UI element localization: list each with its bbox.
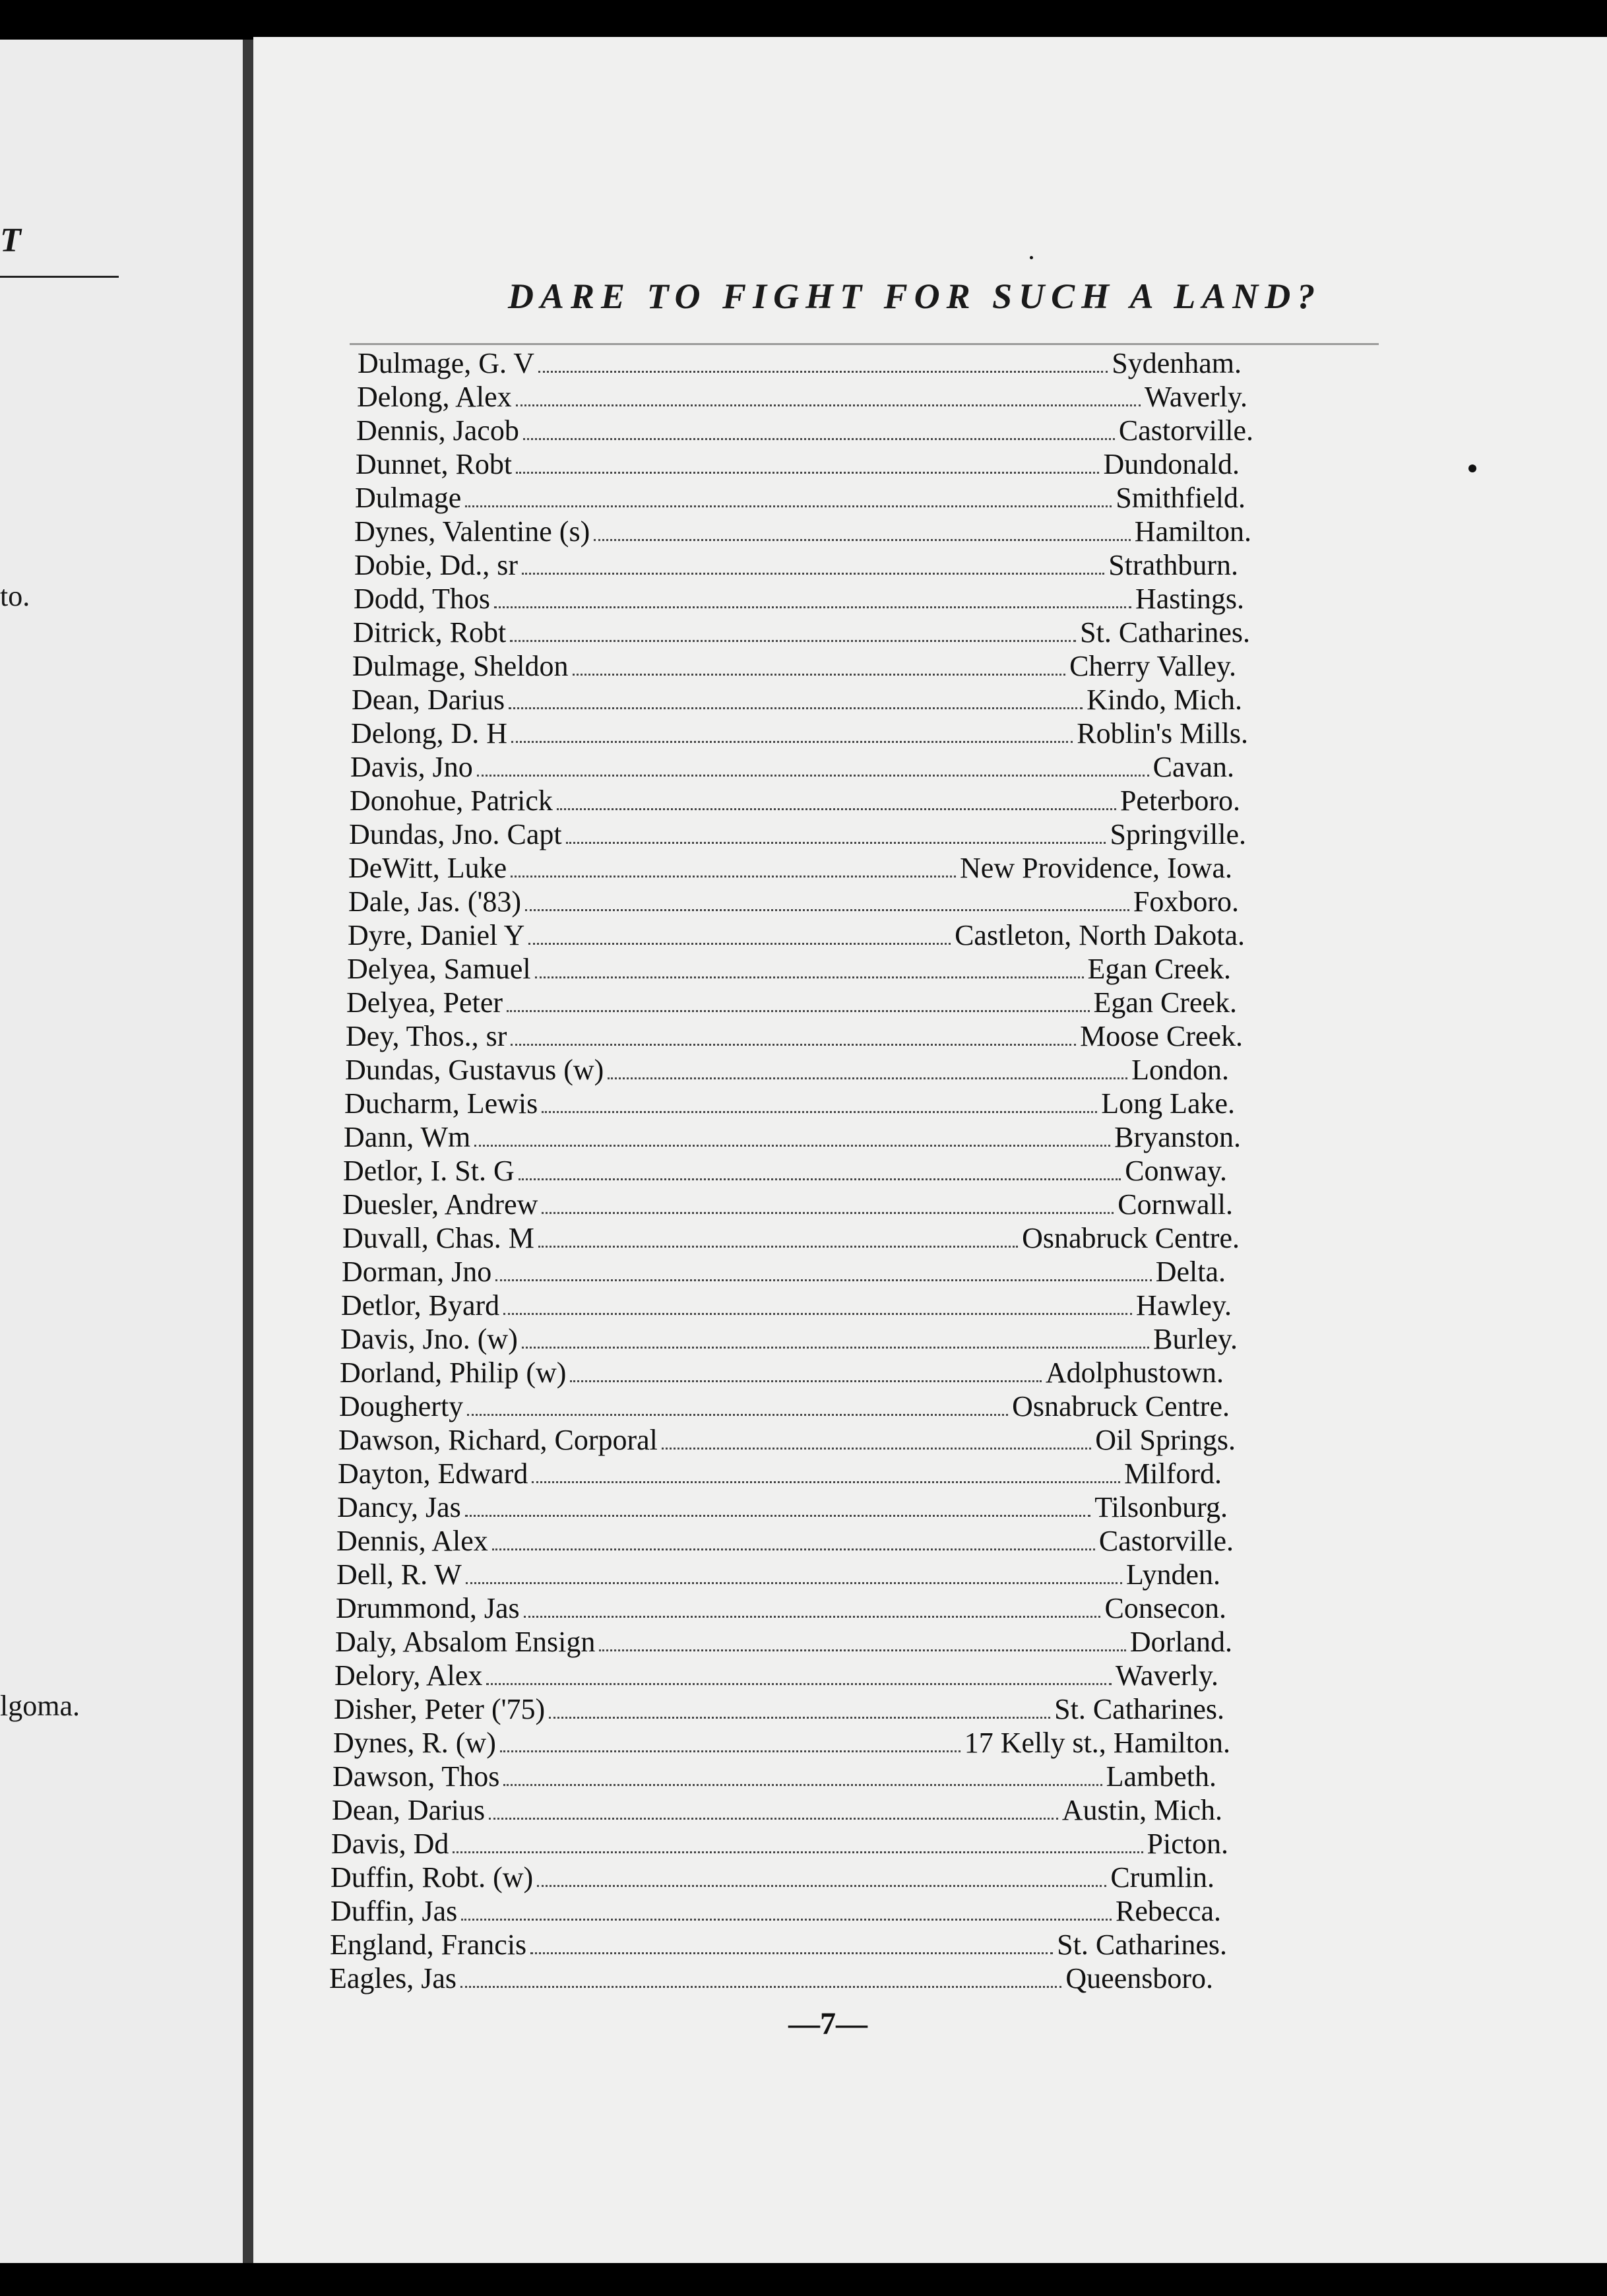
entry-name: Delong, Alex <box>357 381 512 413</box>
list-item <box>354 515 1251 548</box>
entry-place: Hawley. <box>1136 1289 1232 1322</box>
entry-place: Milford. <box>1124 1457 1222 1490</box>
entry-place: Picton. <box>1147 1828 1228 1860</box>
entry-name: Dynes, R. (w) <box>333 1727 496 1759</box>
entry-place: Long Lake. <box>1101 1087 1235 1120</box>
entry-name: Donohue, Patrick <box>350 784 553 817</box>
dot-leader <box>537 1876 1106 1887</box>
entry-name: Dundas, Gustavus (w) <box>345 1054 604 1086</box>
entry-place: Egan Creek. <box>1087 953 1231 985</box>
dot-leader <box>516 462 1099 474</box>
dot-leader <box>594 530 1131 541</box>
dot-leader <box>538 362 1108 373</box>
list-item <box>338 1423 1236 1457</box>
list-item <box>330 1928 1227 1961</box>
list-item <box>332 1760 1216 1793</box>
list-item <box>341 1289 1232 1322</box>
entry-name: Dennis, Jacob <box>356 414 519 447</box>
dot-leader <box>510 631 1076 642</box>
ink-speck <box>1468 464 1476 472</box>
entry-name: Delory, Alex <box>334 1659 483 1692</box>
entry-name: Duvall, Chas. M <box>342 1222 534 1254</box>
list-item <box>336 1591 1226 1625</box>
left-page-fragment: lgoma. <box>0 1690 80 1722</box>
dot-leader <box>662 1438 1091 1450</box>
entry-name: Dean, Darius <box>332 1794 486 1826</box>
dot-leader <box>566 833 1106 844</box>
entry-name: England, Francis <box>330 1929 527 1961</box>
entry-name: Dynes, Valentine (s) <box>354 515 590 548</box>
entry-name: Dulmage <box>355 482 462 514</box>
dot-leader <box>538 1236 1018 1248</box>
entry-place: Springville. <box>1110 818 1246 850</box>
entry-name: Dundas, Jno. Capt <box>349 818 562 850</box>
list-item <box>350 784 1240 817</box>
entry-name: Delyea, Peter <box>346 986 503 1019</box>
entry-place: Oil Springs. <box>1095 1424 1236 1456</box>
dot-leader <box>519 1169 1121 1180</box>
dot-leader <box>477 765 1149 777</box>
entry-place: Crumlin. <box>1110 1861 1214 1894</box>
left-page-fragment: T <box>0 222 21 259</box>
entry-place: St. Catharines. <box>1080 616 1250 649</box>
list-item <box>347 952 1231 986</box>
entry-name: Dorland, Philip (w) <box>340 1356 567 1389</box>
dot-leader <box>467 1405 1008 1416</box>
dot-leader <box>516 395 1141 406</box>
entry-place: Cornwall. <box>1118 1188 1233 1221</box>
entry-place: Smithfield. <box>1116 482 1245 514</box>
entry-name: Duffin, Jas <box>331 1895 458 1927</box>
entry-place: St. Catharines. <box>1057 1929 1227 1961</box>
entry-place: New Providence, Iowa. <box>960 852 1232 884</box>
list-item <box>356 447 1240 481</box>
list-item <box>353 616 1250 649</box>
dot-leader <box>535 967 1084 978</box>
dot-leader <box>528 934 951 945</box>
entry-name: Dawson, Richard, Corporal <box>338 1424 658 1456</box>
entry-place: Lambeth. <box>1106 1760 1216 1793</box>
entry-name: Dodd, Thos <box>354 583 490 615</box>
entry-name: Dunnet, Robt <box>356 448 513 480</box>
list-item <box>357 380 1247 414</box>
entry-place: Sydenham. <box>1112 347 1242 379</box>
entry-name: Davis, Dd <box>331 1828 449 1860</box>
entry-name: Davis, Jno <box>350 751 473 783</box>
list-item <box>335 1625 1232 1659</box>
list-item <box>336 1524 1234 1558</box>
dot-leader <box>522 1337 1149 1349</box>
entry-name: Davis, Jno. (w) <box>340 1323 518 1355</box>
entry-place: Bryanston. <box>1114 1121 1241 1153</box>
list-item <box>346 1019 1243 1053</box>
list-item <box>333 1726 1230 1760</box>
dot-leader <box>466 1573 1122 1584</box>
entry-name: Eagles, Jas <box>329 1962 457 1994</box>
entry-name: Dennis, Alex <box>336 1525 488 1557</box>
entry-name: Dyre, Daniel Y <box>348 919 525 951</box>
list-item <box>342 1255 1226 1289</box>
dot-leader <box>486 1674 1111 1685</box>
entry-name: Dann, Wm <box>344 1121 471 1153</box>
list-item <box>331 1861 1214 1894</box>
entry-place: Moose Creek. <box>1080 1020 1243 1052</box>
dot-leader <box>500 1741 961 1752</box>
dot-leader <box>507 1001 1090 1012</box>
dot-leader <box>503 1775 1102 1786</box>
entry-name: Dulmage, Sheldon <box>352 650 569 682</box>
entry-name: Dougherty <box>339 1390 464 1422</box>
entry-name: Dawson, Thos <box>332 1760 500 1793</box>
entry-place: Peterboro. <box>1119 784 1240 817</box>
list-item <box>344 1087 1235 1120</box>
dot-leader <box>542 1102 1097 1113</box>
entry-place: Adolphustown. <box>1045 1356 1224 1389</box>
entry-place: Conway. <box>1125 1155 1227 1187</box>
entry-name: Dorman, Jno <box>342 1256 492 1288</box>
dot-leader <box>608 1068 1127 1079</box>
list-item <box>352 683 1242 717</box>
entry-name: Dean, Darius <box>352 684 505 716</box>
list-item <box>334 1692 1224 1726</box>
entry-place: Dorland. <box>1129 1626 1232 1658</box>
list-item <box>343 1154 1227 1188</box>
dot-leader <box>523 429 1115 440</box>
entry-name: Ducharm, Lewis <box>344 1087 538 1120</box>
list-item <box>348 851 1232 885</box>
dot-leader <box>524 1607 1101 1618</box>
heading-rule <box>350 343 1379 345</box>
dot-leader <box>474 1135 1110 1147</box>
entry-name: Delyea, Samuel <box>347 953 531 985</box>
dot-leader <box>511 732 1073 743</box>
list-item <box>340 1356 1224 1389</box>
left-page <box>0 40 243 2263</box>
entry-place: Osnabruck Centre. <box>1012 1390 1230 1422</box>
entry-name: Delong, D. H <box>351 717 508 749</box>
dot-leader <box>465 496 1112 507</box>
entry-name: Dayton, Edward <box>338 1457 528 1490</box>
entry-name: Dale, Jas. ('83) <box>348 885 522 918</box>
entry-name: Dobie, Dd., sr <box>354 549 519 581</box>
dot-leader <box>522 563 1104 575</box>
list-item <box>339 1389 1230 1423</box>
entry-place: Waverly. <box>1115 1659 1218 1692</box>
list-item <box>334 1659 1218 1692</box>
entry-name: Detlor, Byard <box>341 1289 500 1322</box>
dot-leader <box>570 1371 1041 1382</box>
entry-place: Delta. <box>1155 1256 1226 1288</box>
left-page-rule <box>0 276 119 278</box>
entry-place: Consecon. <box>1104 1592 1226 1624</box>
page-heading: DARE TO FIGHT FOR SUCH A LAND? <box>508 276 1322 316</box>
entry-place: Tilsonburg. <box>1094 1491 1228 1523</box>
entry-place: London. <box>1131 1054 1229 1086</box>
dot-leader <box>511 866 956 877</box>
dot-leader <box>530 1943 1053 1954</box>
list-item <box>348 918 1245 952</box>
entry-place: Castorville. <box>1098 1525 1234 1557</box>
entry-name: DeWitt, Luke <box>348 852 507 884</box>
entry-place: Osnabruck Centre. <box>1022 1222 1240 1254</box>
list-item <box>346 986 1237 1019</box>
list-item <box>354 548 1238 582</box>
entry-name: Ditrick, Robt <box>353 616 507 649</box>
entry-place: Foxboro. <box>1133 885 1239 918</box>
list-item <box>349 817 1246 851</box>
entry-name: Duffin, Robt. (w) <box>331 1861 534 1894</box>
dot-leader <box>495 1270 1151 1281</box>
list-item <box>332 1793 1222 1827</box>
dot-leader <box>453 1842 1143 1853</box>
list-item <box>342 1221 1240 1255</box>
dot-leader <box>503 1304 1132 1315</box>
entry-name: Dancy, Jas <box>337 1491 461 1523</box>
entry-place: Cavan. <box>1152 751 1234 783</box>
list-item <box>352 649 1236 683</box>
dot-leader <box>532 1472 1120 1483</box>
entry-name: Dulmage, G. V <box>358 347 535 379</box>
list-item <box>331 1894 1221 1928</box>
entry-name: Duesler, Andrew <box>342 1188 538 1221</box>
list-item <box>355 481 1245 515</box>
entry-place: Castorville. <box>1118 414 1253 447</box>
list-item <box>336 1558 1220 1591</box>
dot-leader <box>489 1808 1058 1820</box>
ink-speck <box>1030 256 1033 259</box>
entry-name: Dey, Thos., sr <box>346 1020 507 1052</box>
entry-place: Dundonald. <box>1103 448 1240 480</box>
entry-place: St. Catharines. <box>1054 1693 1224 1725</box>
dot-leader <box>573 664 1066 676</box>
entry-place: Hamilton. <box>1134 515 1251 548</box>
entry-place: Rebecca. <box>1116 1895 1221 1927</box>
entry-name: Disher, Peter ('75) <box>334 1693 546 1725</box>
list-item <box>345 1053 1229 1087</box>
entry-place: Kindo, Mich. <box>1087 684 1242 716</box>
left-page-fragment: to. <box>0 580 30 612</box>
entry-place: Roblin's Mills. <box>1077 717 1248 749</box>
entry-name: Dell, R. W <box>336 1558 462 1591</box>
dot-leader <box>557 799 1116 810</box>
entry-place: Austin, Mich. <box>1061 1794 1222 1826</box>
list-item <box>354 582 1244 616</box>
list-item <box>338 1457 1222 1490</box>
entry-place: 17 Kelly st., Hamilton. <box>964 1727 1230 1759</box>
list-item <box>356 414 1253 447</box>
list-item <box>340 1322 1238 1356</box>
list-item <box>337 1490 1228 1524</box>
entry-place: Lynden. <box>1126 1558 1220 1591</box>
list-item <box>342 1188 1233 1221</box>
entry-name: Daly, Absalom Ensign <box>335 1626 596 1658</box>
dot-leader <box>492 1539 1095 1550</box>
list-item <box>348 885 1239 918</box>
dot-leader <box>599 1640 1125 1651</box>
dot-leader <box>461 1909 1112 1921</box>
entry-name: Drummond, Jas <box>336 1592 520 1624</box>
entry-place: Waverly. <box>1144 381 1247 413</box>
list-item <box>358 346 1242 380</box>
dot-leader <box>525 900 1129 911</box>
entry-name: Detlor, I. St. G <box>343 1155 515 1187</box>
entry-place: Burley. <box>1153 1323 1238 1355</box>
dot-leader <box>460 1977 1061 1988</box>
entry-place: Cherry Valley. <box>1069 650 1236 682</box>
list-item <box>331 1827 1228 1861</box>
dot-leader <box>494 597 1131 608</box>
dot-leader <box>509 698 1083 709</box>
list-item <box>351 717 1248 750</box>
list-item <box>344 1120 1241 1154</box>
list-item <box>329 1961 1213 1995</box>
entry-place: Hastings. <box>1135 583 1244 615</box>
dot-leader <box>542 1203 1114 1214</box>
entry-place: Castleton, North Dakota. <box>955 919 1245 951</box>
dot-leader <box>511 1035 1076 1046</box>
entry-place: Strathburn. <box>1108 549 1238 581</box>
page-number: —7— <box>788 2006 867 2041</box>
dot-leader <box>549 1707 1050 1719</box>
roll-list <box>329 346 1399 1995</box>
entry-place: Egan Creek. <box>1093 986 1237 1019</box>
book-spine <box>243 40 253 2263</box>
list-item <box>350 750 1234 784</box>
entry-place: Queensboro. <box>1065 1962 1213 1994</box>
dot-leader <box>465 1506 1090 1517</box>
